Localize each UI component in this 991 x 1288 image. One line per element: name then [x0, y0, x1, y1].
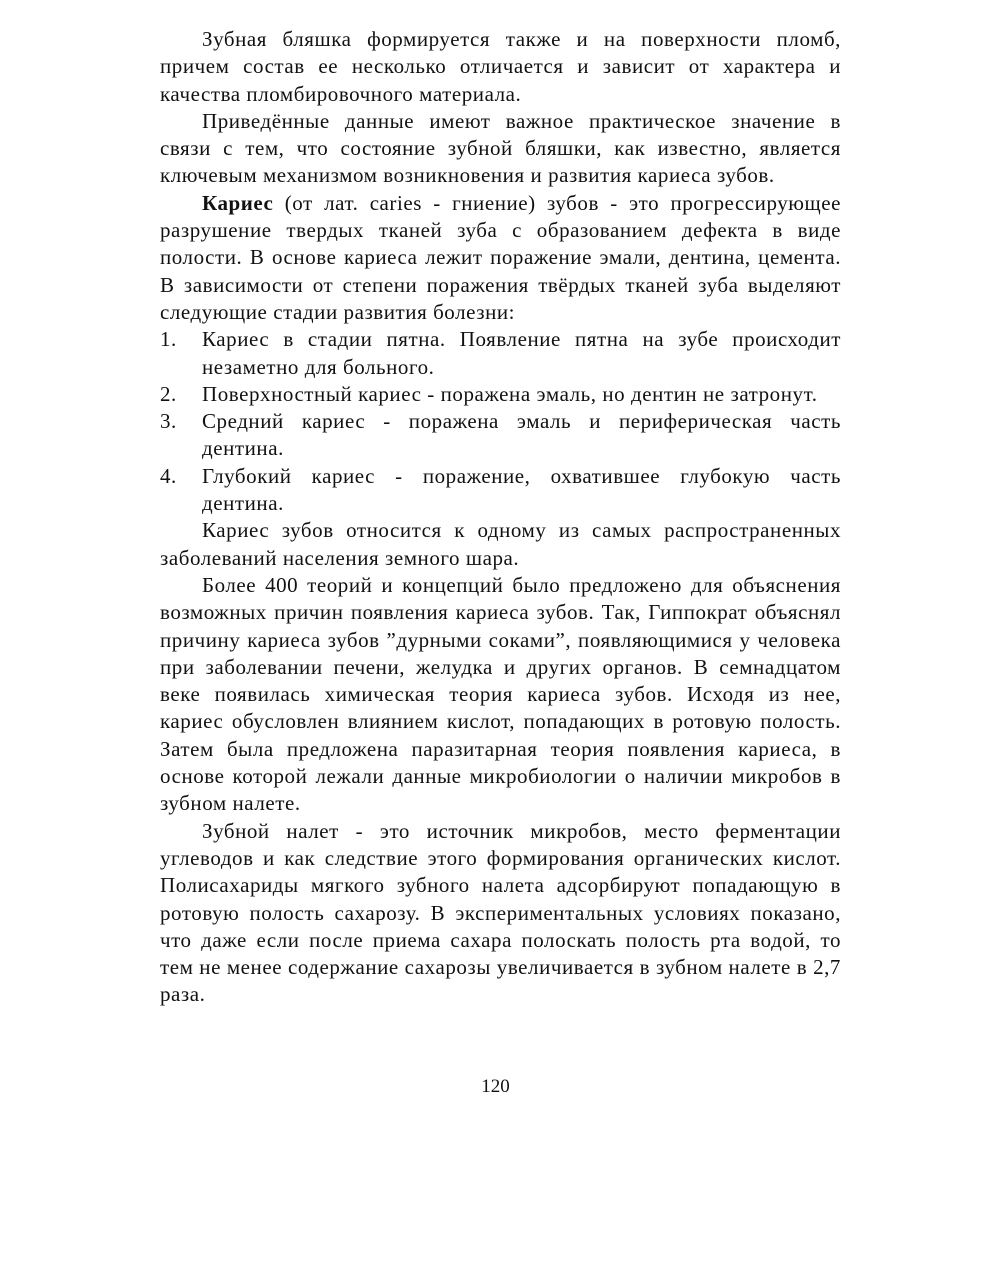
paragraph-practical-significance: Приведённые данные имеют важное практическое значение в связи с тем, что состояние зубной бляшки, как известно, является ключевым механизмом возникновения и развития кариеса зубов. [160, 108, 841, 188]
paragraph-theories: Более 400 теорий и концепций было предложено для объяснения возможных причин появления кариеса зубов. Так, Гиппократ объяснял причину кариеса зубов ”дурными соками”, появляющимися у человека при заболевании печени, желудка и других органов. В семнадцатом веке появилась химическая теория кариеса зубов. Исходя из нее, кариес обусловлен влиянием кислот, попадающих в ротовую полость. Затем была предложена паразитарная теория появления кариеса, в основе которой лежали данные микробиологии о наличии микробов в зубном налете. [160, 572, 841, 816]
list-item-number: 4. [160, 463, 177, 488]
term-caries: Кариес [202, 190, 274, 215]
list-item-number: 2. [160, 381, 177, 406]
list-item-text: Кариес в стадии пятна. Появление пятна на зубе происходит незаметно для больного. [202, 327, 841, 379]
caries-stages-list [160, 326, 841, 517]
list-item-number: 3. [160, 409, 177, 434]
list-item-text: Глубокий кариес - поражение, охватившее глубокую часть дентина. [202, 463, 841, 516]
paragraph-prevalence: Кариес зубов относится к одному из самых распространенных заболеваний населения земного шара. [160, 518, 841, 570]
caries-definition-text: (от лат. caries - гниение) зубов - это прогрессирующее разрушение твердых тканей зуба с образованием дефекта в виде полости. В основе кариеса лежит поражение эмали, дентина, цемента. В зависимости от степени поражения твёрдых тканей зуба выделяют следующие стадии развития болезни: [160, 190, 841, 324]
list-item [160, 408, 841, 463]
page-number: 120 [481, 1076, 510, 1097]
list-item-text: Поверхностный кариес - поражена эмаль, но дентин не затронут. [202, 381, 818, 406]
page-body [160, 26, 841, 1009]
list-item [160, 381, 841, 408]
paragraph-plaque-fillings: Зубная бляшка формируется также и на поверхности пломб, причем состав ее несколько отличается и зависит от характера и качества пломбировочного материала. [160, 27, 841, 106]
list-item-number: 1. [160, 327, 177, 352]
list-item [160, 326, 841, 381]
list-item [160, 463, 841, 518]
paragraph-caries-definition [160, 190, 841, 326]
list-item-text: Средний кариес - поражена эмаль и периферическая часть дентина. [202, 409, 841, 461]
paragraph-dental-plaque: Зубной налет - это источник микробов, место ферментации углеводов и как следствие этого формирования органических кислот. Полисахариды мягкого зубного налета адсорбируют попадающую в ротовую полость сахарозу. В экспериментальных условиях показано, что даже если после приема сахара полоскать полость рта водой, то тем не менее содержание сахарозы увеличивается в зубном налете в 2,7 раза. [160, 818, 841, 1007]
